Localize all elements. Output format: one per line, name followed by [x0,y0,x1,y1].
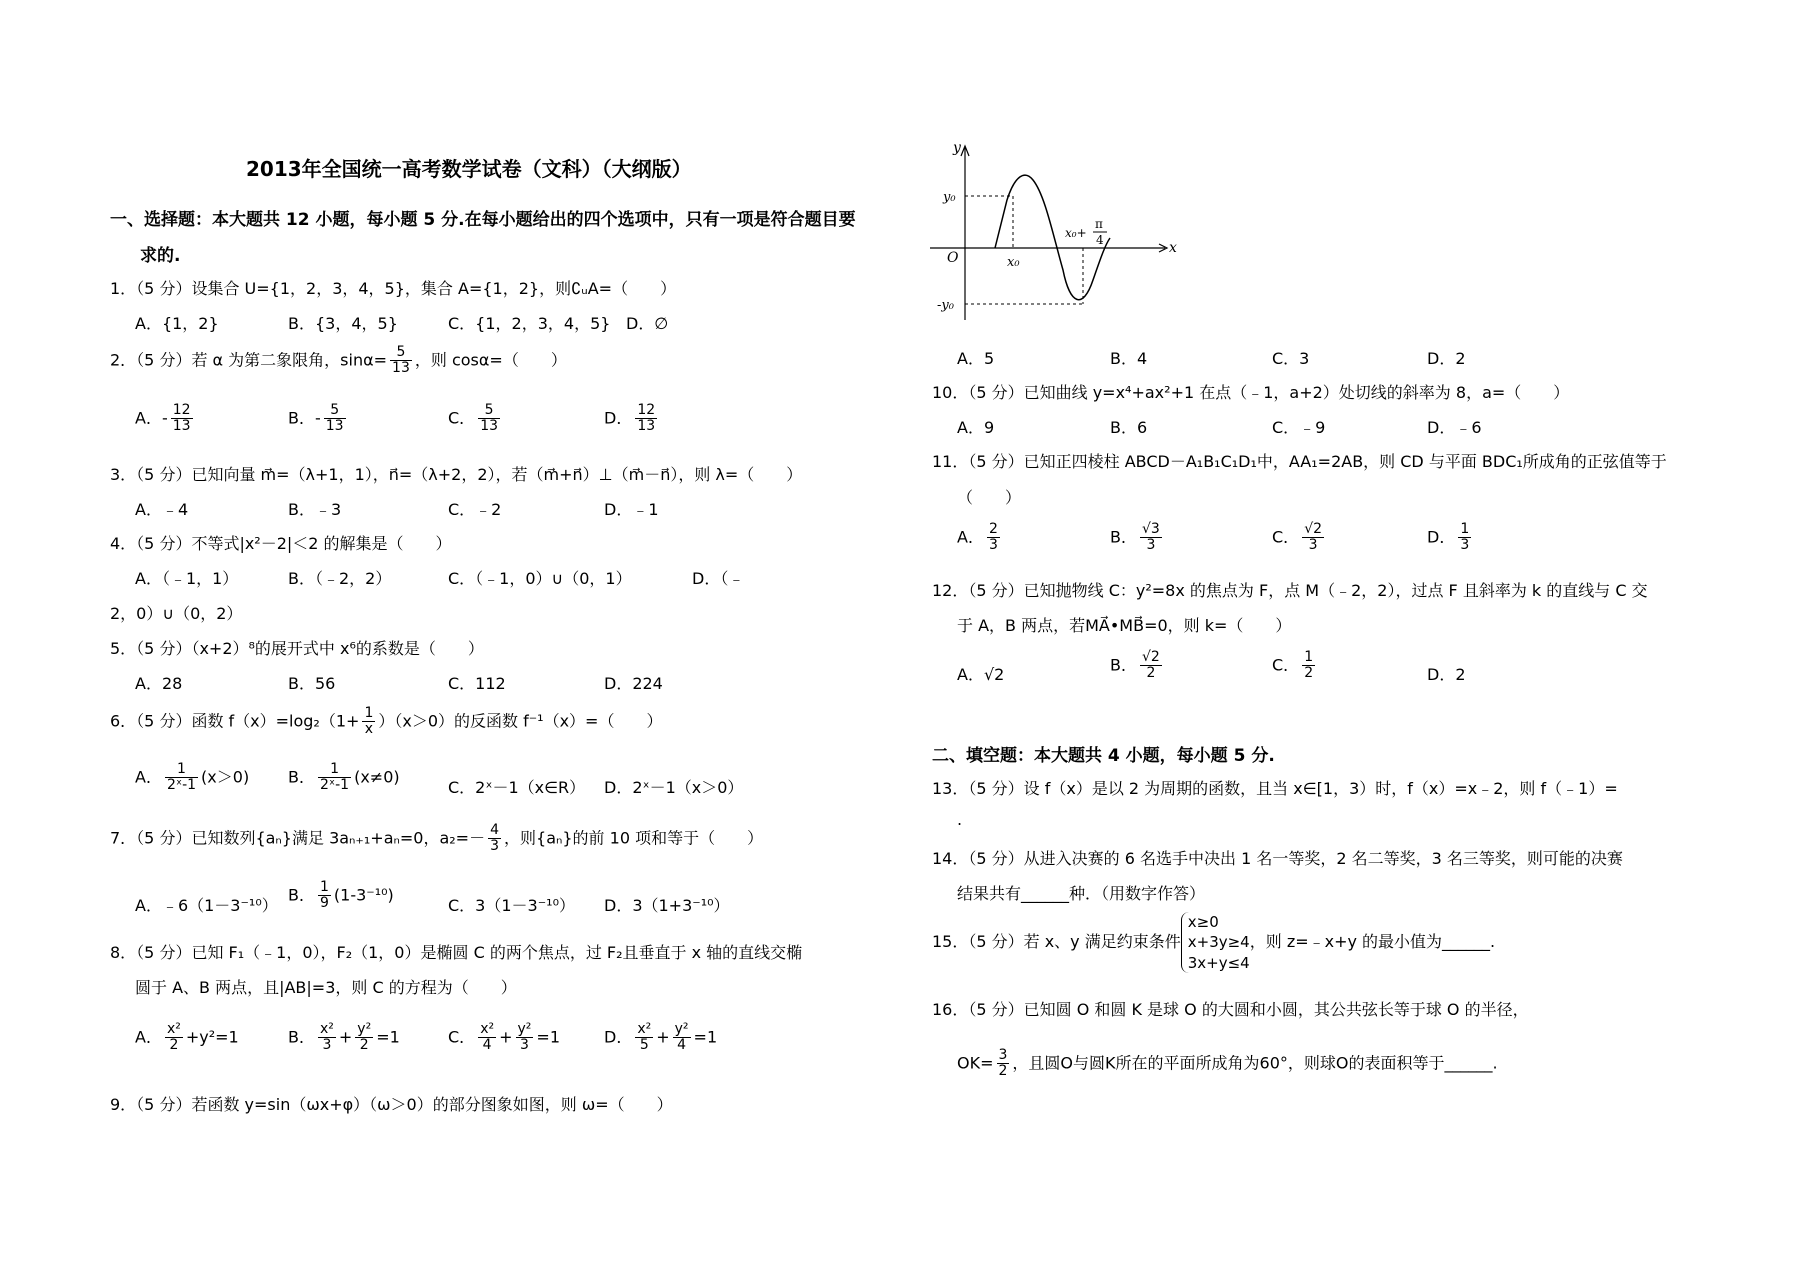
q12-option-c: C． $\frac{1}{2}$ [1272,649,1314,682]
q9-sine-graph [925,140,1175,325]
q3-option-c: C．﹣2 [448,500,502,519]
q4-option-b: B．（﹣2，2） [288,569,392,588]
q10-option-c: C．﹣9 [1272,418,1326,437]
q13-stem: 13．（5 分）设 f（x）是以 2 为周期的函数，且当 x∈[1，3）时，f（x）=x﹣2，则 f（﹣1）= [932,779,1618,798]
q5-option-b: B．56 [288,674,336,693]
q4-option-d: D．（﹣ [692,569,745,588]
q1-option-c: C．{1，2，3，4，5} [448,314,611,333]
q10-stem: 10．（5 分）已知曲线 y=x⁴+ax²+1 在点（﹣1，a+2）处切线的斜率为 8，a=（ ） [932,383,1570,402]
q7-option-b: B． $\frac{1}{9}$ (1-3⁻¹⁰) [288,879,394,912]
q10-option-d: D．﹣6 [1427,418,1482,437]
q12-option-a: A．√2 [957,665,1005,684]
q12-stem-cont: 于 A，B 两点，若MA⃗•MB⃗=0，则 k=（ ） [957,616,1292,635]
q1-option-d: D．∅ [626,314,669,333]
origin-label: O [947,250,959,266]
q8-option-a: A． $\frac{\text{x²}}{2}$ +y²=1 [135,1021,239,1054]
q8-option-b: B． $\frac{\text{x²}}{3}$ + $\frac{\text{y²}}{2}$ =1 [288,1021,400,1054]
q9-option-b: B．4 [1110,349,1148,368]
q9-stem: 9．（5 分）若函数 y=sin（ωx+φ）（ω＞0）的部分图象如图，则 ω=（ ） [110,1095,673,1114]
q4-stem: 4．（5 分）不等式|x²－2|＜2 的解集是（ ） [110,534,452,553]
q9-option-d: D．2 [1427,349,1466,368]
q7-stem: 7．（5 分）已知数列{aₙ}满足 3aₙ₊₁+aₙ=0，a₂=－ $\frac{4}{3}$ ，则{aₙ}的前 10 项和等于（ ） [110,822,764,855]
q2-option-a: A．- $\frac{12}{13}$ [135,402,191,435]
x0-shift-label: x₀+ [1065,226,1087,240]
q8-option-d: D． $\frac{\text{x²}}{5}$ + $\frac{\text{y²}}{4}$ =1 [604,1021,718,1054]
q3-option-a: A．﹣4 [135,500,189,519]
q8-option-c: C． $\frac{\text{x²}}{4}$ + $\frac{\text{y²}}{3}$ =1 [448,1021,560,1054]
q2-option-c: C． $\frac{5}{13}$ [448,402,499,435]
q6-option-a: A． $\frac{1}{\text{2ˣ-1}}$ (x＞0) [135,761,250,794]
q11-stem-cont: （ ） [957,488,1022,507]
x-axis-label: x [1169,240,1177,256]
q10-option-a: A．9 [957,418,995,437]
x0-label: x₀ [1007,255,1020,270]
q14-stem-cont: 结果共有______种．（用数字作答） [957,884,1206,903]
q12-option-b: B． $\frac{√2}{2}$ [1110,649,1160,682]
q4-option-a: A．（﹣1，1） [135,569,239,588]
y-axis-label: y [953,140,961,156]
q6-stem: 6．（5 分）函数 f（x）=log₂（1+ $\frac{1}{x}$ ）（x＞0）的反函数 f⁻¹（x）=（ ） [110,705,663,738]
q1-stem: 1．（5 分）设集合 U={1，2，3，4，5}，集合 A={1，2}，则∁ᵤA=（ ） [110,279,677,298]
q7-option-c: C．3（1－3⁻¹⁰） [448,896,575,915]
q8-stem: 8．（5 分）已知 F₁（﹣1，0），F₂（1，0）是椭圆 C 的两个焦点，过 F₂且垂直于 x 轴的直线交椭 [110,943,803,962]
y0-label: y₀ [943,190,956,205]
q7-option-d: D．3（1+3⁻¹⁰） [604,896,730,915]
q2-stem: 2．（5 分）若 α 为第二象限角，sinα= $\frac{5}{13}$ ，则 cosα=（ ） [110,344,567,377]
q2-option-d: D． $\frac{12}{13}$ [604,402,656,435]
q12-stem: 12．（5 分）已知抛物线 C：y²=8x 的焦点为 F，点 M（﹣2，2），过点 F 且斜率为 k 的直线与 C 交 [932,581,1648,600]
q15-constraint-system: x≥0 x+3y≥4 3x+y≤4 [1181,912,1250,973]
q1-option-b: B．{3，4，5} [288,314,398,333]
q7-option-a: A．﹣6（1－3⁻¹⁰） [135,896,278,915]
q9-option-c: C．3 [1272,349,1310,368]
q3-option-b: B．﹣3 [288,500,342,519]
q16-stem: 16．（5 分）已知圆 O 和圆 K 是球 O 的大圆和小圆，其公共弦长等于球 O 的半径， [932,1000,1529,1019]
q4-option-c: C．（﹣1，0）∪（0，1） [448,569,632,588]
q2-option-b: B．- $\frac{5}{13}$ [288,402,344,435]
sine-curve [995,175,1110,300]
q5-option-d: D．224 [604,674,663,693]
four-label: 4 [1096,233,1104,247]
q11-option-b: B． $\frac{√3}{3}$ [1110,521,1160,554]
pi-label: π [1095,217,1103,231]
q14-stem: 14．（5 分）从进入决赛的 6 名选手中决出 1 名一等奖，2 名二等奖，3 名三等奖，则可能的决赛 [932,849,1623,868]
q6-option-d: D．2ˣ－1（x＞0） [604,778,744,797]
q3-stem: 3．（5 分）已知向量 m⃗=（λ+1，1），n⃗=（λ+2，2），若（m⃗+n⃗）⊥（m⃗－n⃗），则 λ=（ ） [110,465,803,484]
q2-stem-fraction: $\frac{5}{13}$ [392,344,410,377]
q5-option-a: A．28 [135,674,183,693]
q12-option-d: D．2 [1427,665,1466,684]
page-title: 2013年全国统一高考数学试卷（文科）（大纲版） [246,157,692,181]
neg-y0-label: -y₀ [937,298,954,313]
q11-stem: 11．（5 分）已知正四棱柱 ABCD－A₁B₁C₁D₁中，AA₁=2AB，则 CD 与平面 BDC₁所成角的正弦值等于 [932,452,1667,471]
q3-option-d: D．﹣1 [604,500,659,519]
q10-option-b: B．6 [1110,418,1148,437]
q5-stem: 5．（5 分）（x+2）⁸的展开式中 x⁶的系数是（ ） [110,639,484,658]
q11-option-a: A． $\frac{2}{3}$ [957,521,998,554]
q9-option-a: A．5 [957,349,995,368]
q4-option-d-cont: 2，0）∪（0，2） [110,604,243,623]
q15-stem: 15．（5 分）若 x、y 满足约束条件 x≥0 x+3y≥4 3x+y≤4 ，则 z=﹣x+y 的最小值为______. [932,913,1496,972]
q5-option-c: C．112 [448,674,506,693]
q1-option-a: A．{1，2} [135,314,219,333]
section1-heading: 一、选择题：本大题共 12 小题，每小题 5 分.在每小题给出的四个选项中，只有一项是符合题目要 [110,210,856,230]
q6-option-c: C．2ˣ－1（x∈R） [448,778,586,797]
q11-option-d: D． $\frac{1}{3}$ [1427,521,1470,554]
q6-option-b: B． $\frac{1}{\text{2ˣ-1}}$ (x≠0) [288,761,400,794]
q13-stem-cont: . [957,810,963,829]
q8-stem-cont: 圆于 A、B 两点，且|AB|=3，则 C 的方程为（ ） [135,978,517,997]
section2-heading: 二、填空题：本大题共 4 小题，每小题 5 分. [932,746,1275,766]
q16-stem-cont: OK= $\frac{3}{2}$ ，且圆O与圆K所在的平面所成角为60°，则球O的表面积等于______. [957,1047,1498,1080]
q11-option-c: C． $\frac{√2}{3}$ [1272,521,1323,554]
section1-heading-cont: 求的. [140,246,181,266]
